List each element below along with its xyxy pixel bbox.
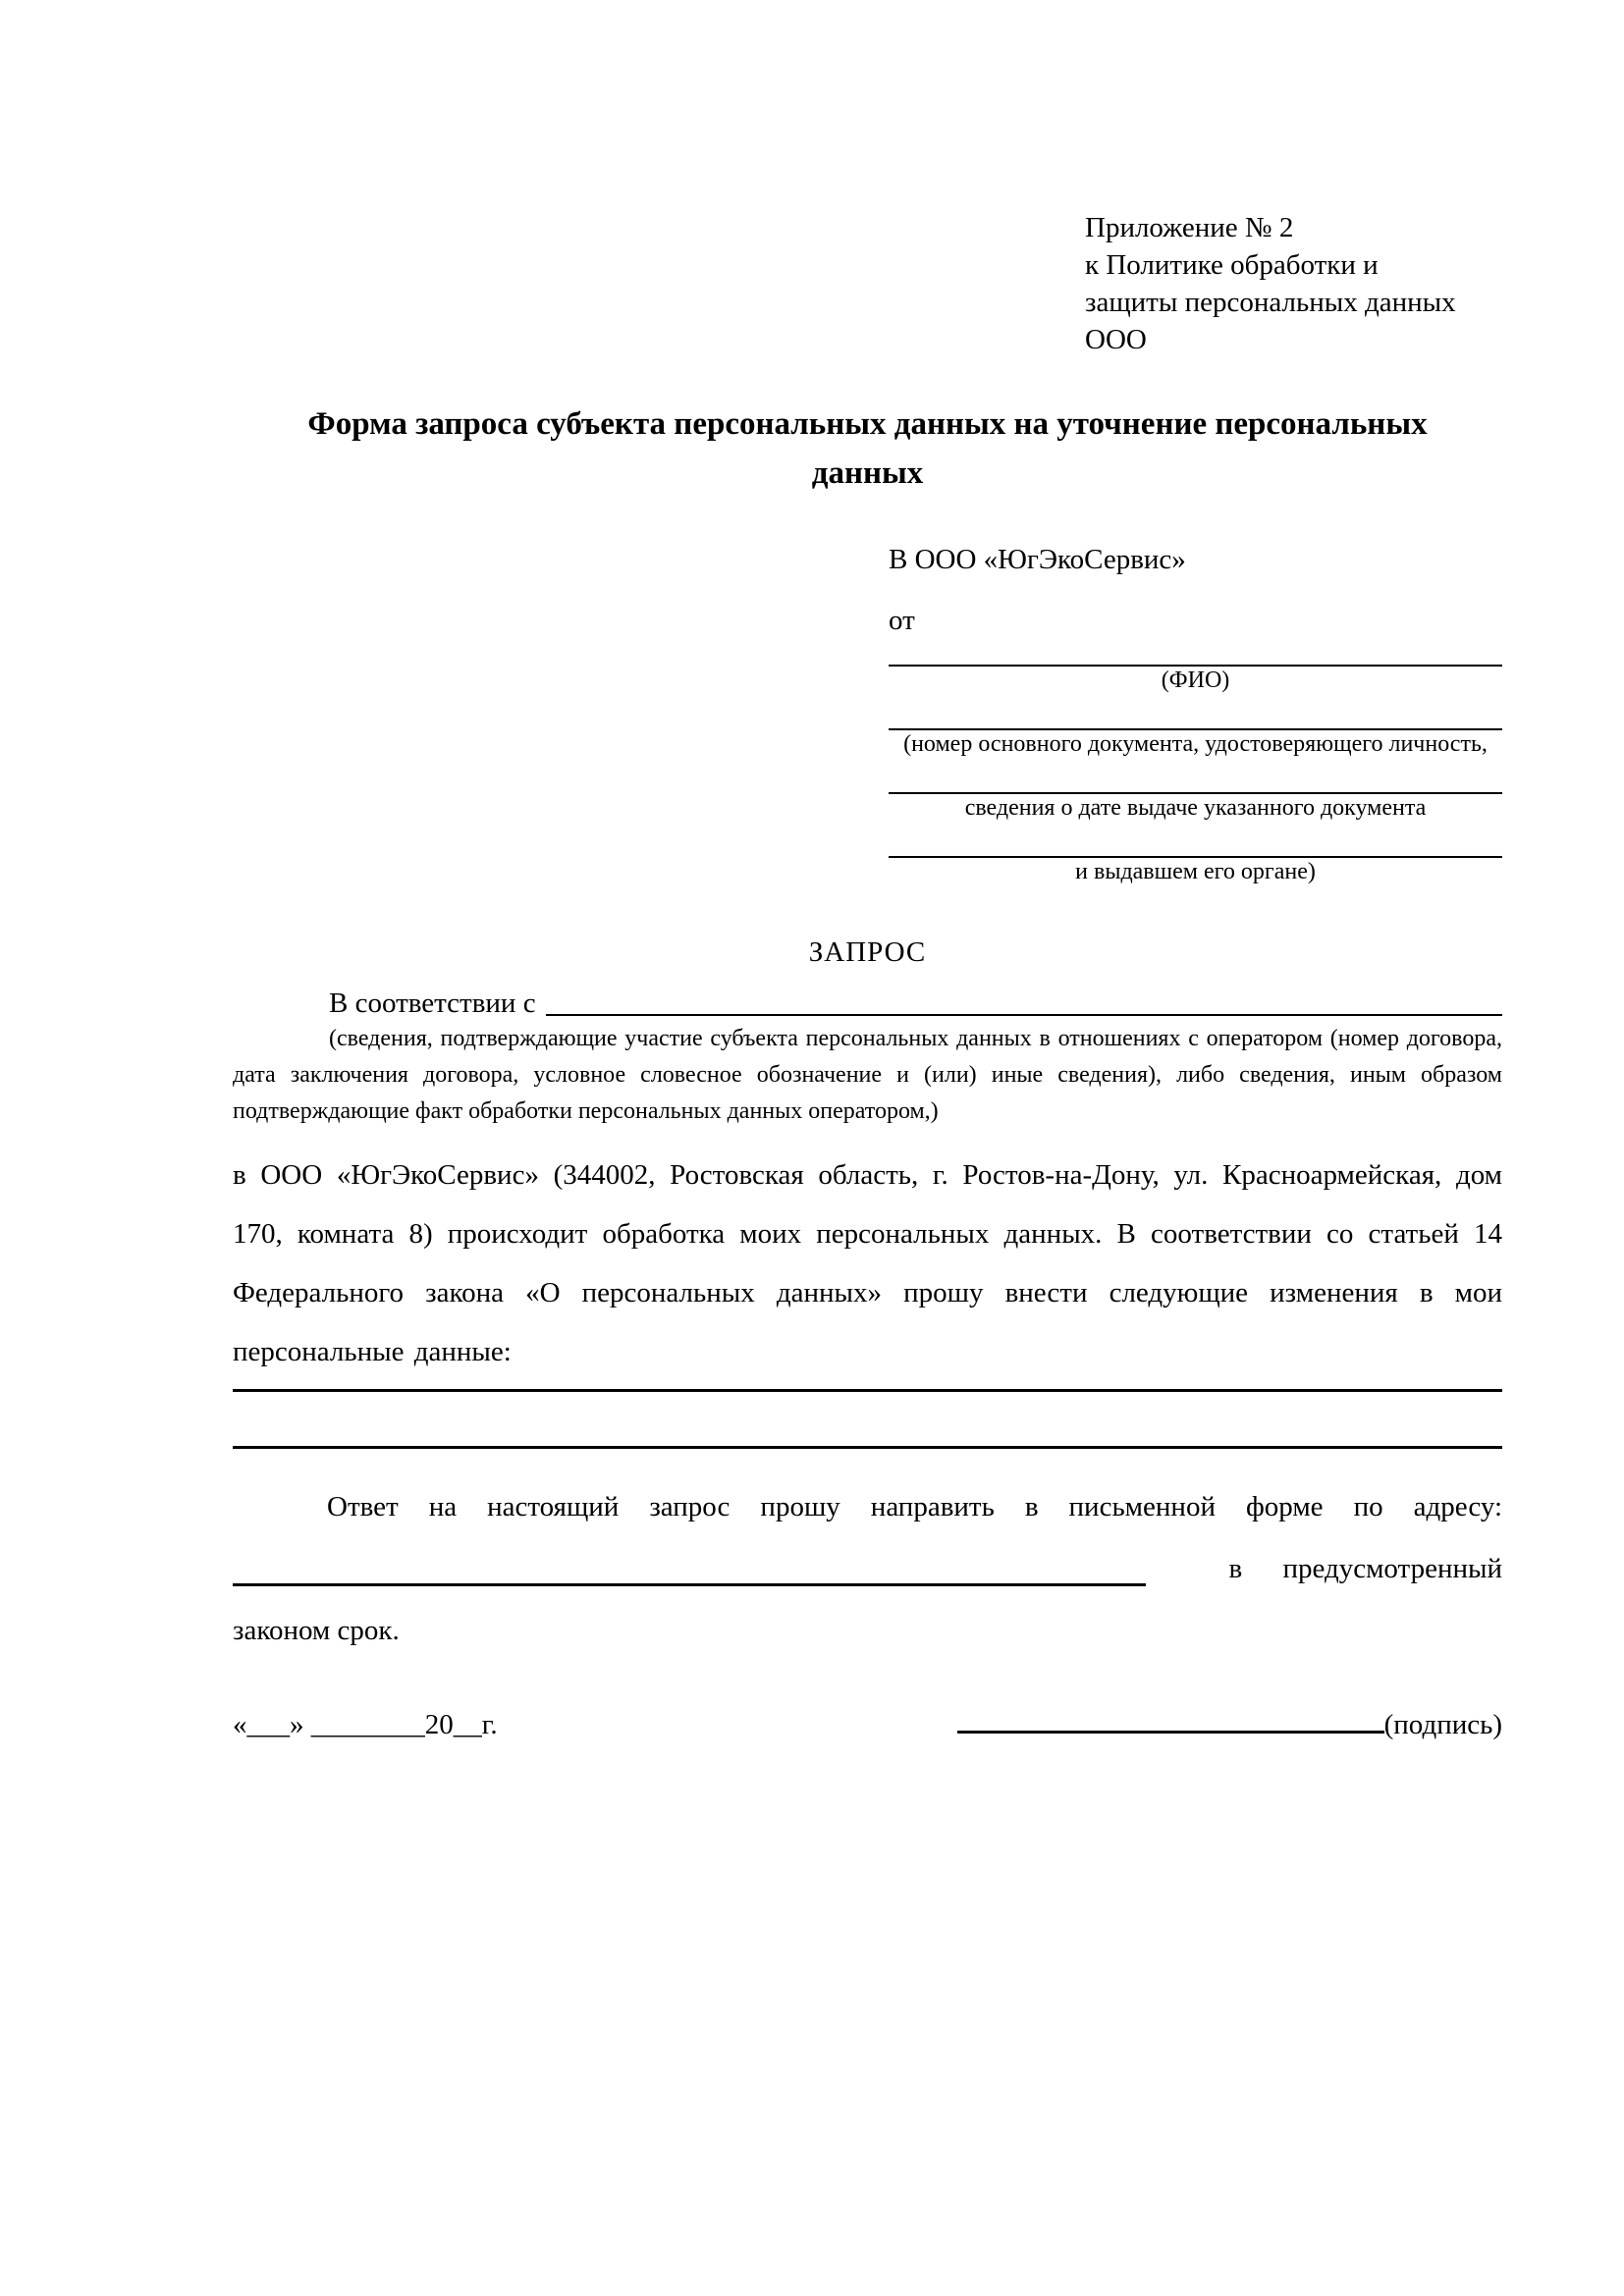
body-paragraph: в ООО «ЮгЭкоСервис» (344002, Ростовская область, г. Ростов-на-Дону, ул. Красноармейская, дом 170, комната 8) происходит обработка моих персональных данных. В соответствии со статьей 14 Федерального закона «О персональных данных» прошу внести следующие изменения в мои персональные данные:	[233, 1159, 1502, 1367]
response-paragraph	[233, 1476, 1502, 1662]
from-label: от	[889, 605, 915, 636]
changes-blank-line-2	[233, 1392, 1502, 1449]
response-after-blank: в предусмотренный	[1228, 1553, 1502, 1584]
signature-area	[957, 1709, 1502, 1741]
response-text: Ответ на настоящий запрос прошу направить в письменной форме по адресу:	[327, 1491, 1502, 1522]
issuing-authority-caption: и выдавшем его органе)	[1075, 859, 1316, 884]
annex-line: ООО	[1085, 324, 1147, 355]
document-title: Форма запроса субъекта персональных данных на уточнение персональных данных	[307, 406, 1428, 491]
fio-caption: (ФИО)	[1161, 667, 1230, 693]
issue-date-field	[889, 792, 1502, 822]
document-content	[233, 209, 1502, 1741]
fio-field	[889, 665, 1502, 694]
document-number-caption: (номер основного документа, удостоверяющего личность,	[903, 731, 1488, 757]
accordance-blank-line	[546, 986, 1502, 1016]
date-signature-row	[233, 1709, 1502, 1741]
accordance-lead: В соответствии с	[329, 988, 536, 1019]
annex-header	[1085, 209, 1507, 358]
signature-caption: (подпись)	[1383, 1709, 1502, 1740]
annex-line: защиты персональных данных	[1085, 287, 1456, 318]
response-last-line: законом срок.	[233, 1615, 400, 1646]
response-address-row	[233, 1538, 1502, 1600]
changes-blank-line-1	[233, 1381, 1502, 1392]
signature-blank-line	[957, 1727, 1384, 1734]
annex-line: Приложение № 2	[1085, 212, 1294, 243]
addressee-block	[889, 542, 1502, 885]
request-heading: ЗАПРОС	[808, 936, 927, 968]
document-number-field	[889, 728, 1502, 758]
annex-line: к Политике обработки и	[1085, 249, 1379, 281]
date-line: «___» ________20__г.	[233, 1709, 498, 1740]
accordance-row	[233, 986, 1502, 1021]
issue-date-caption: сведения о дате выдаче указанного документа	[964, 795, 1427, 821]
accordance-caption: (сведения, подтверждающие участие субъекта персональных данных в отношениях с оператором (номер договора, дата заключения договора, условное словесное обозначение и (или) иные сведения), либо сведения, иным образом подтверждающие факт обработки персональных данных оператором,)	[233, 1026, 1502, 1124]
address-blank-line	[233, 1583, 1146, 1586]
issuing-authority-field	[889, 856, 1502, 885]
addressee-organization: В ООО «ЮгЭкоСервис»	[889, 544, 1186, 575]
